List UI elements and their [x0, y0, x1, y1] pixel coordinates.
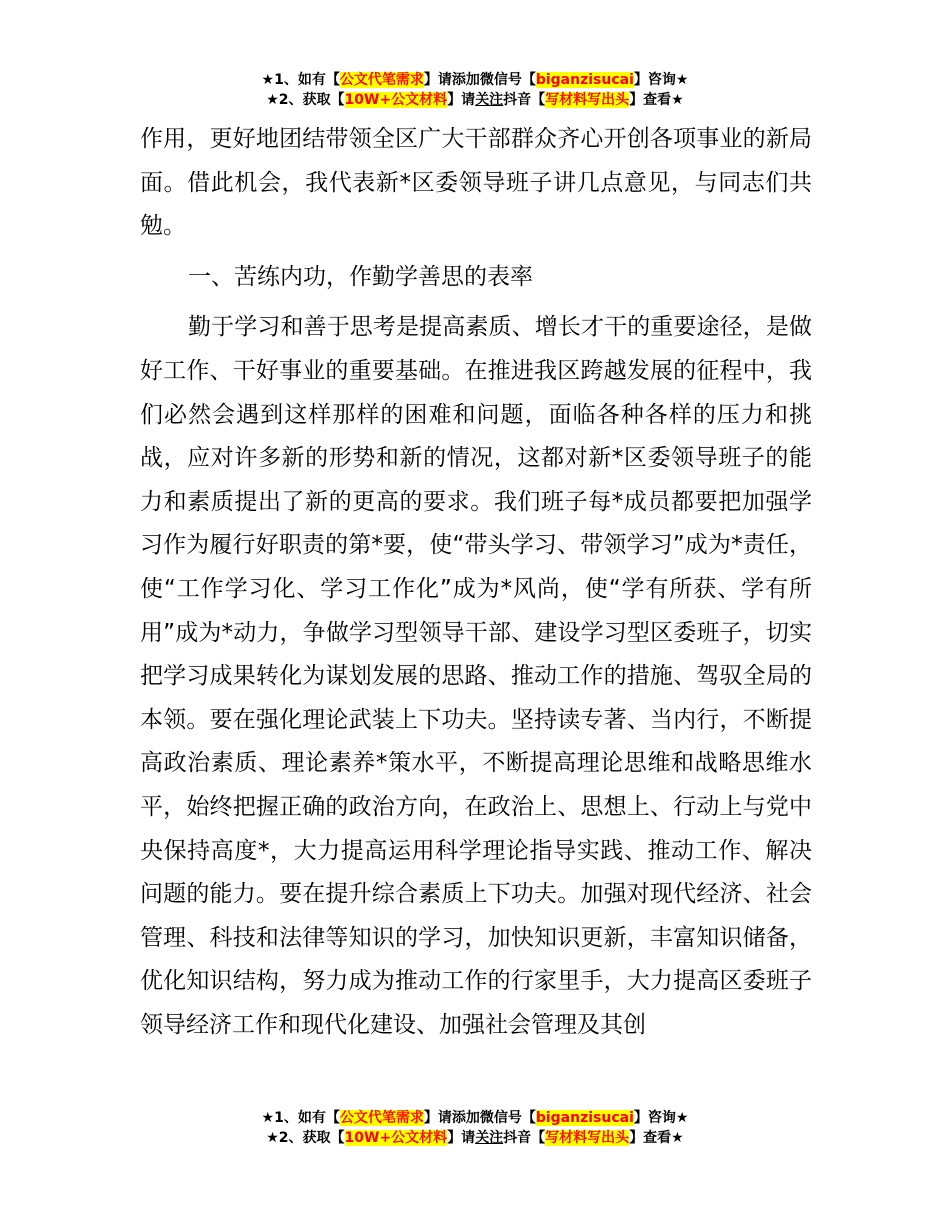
- banner-line-1: [0, 1108, 950, 1128]
- banner-text: 】请添加微信号【: [423, 72, 536, 88]
- footer-banner: [0, 1108, 950, 1148]
- banner-text: 】咨询★: [633, 72, 689, 88]
- banner-text: 】请添加微信号【: [423, 1110, 536, 1126]
- banner-text: 】查看★: [629, 92, 684, 108]
- banner-text: ★1、如有【: [261, 72, 340, 88]
- banner-text: 】查看★: [629, 1130, 684, 1146]
- banner-underlined: 关注: [475, 1130, 504, 1146]
- banner-line-2: [0, 90, 950, 110]
- banner-wechat-id: biganzisucai: [535, 72, 634, 88]
- banner-line-2: [0, 1128, 950, 1148]
- banner-highlight: 10W+公文材料: [344, 1130, 448, 1146]
- banner-text: 抖音【: [503, 1130, 546, 1146]
- banner-text: 】咨询★: [633, 1110, 689, 1126]
- banner-highlight: 写材料写出头: [545, 1130, 630, 1146]
- banner-text: ★2、获取【: [266, 92, 345, 108]
- banner-line-1: [0, 70, 950, 90]
- paragraph: 作用，更好地团结带领全区广大干部群众齐心开创各项事业的新局面。借此机会，我代表新*区委领导班子讲几点意见，与同志们共勉。: [140, 126, 812, 240]
- section-heading: 一、苦练内功，作勤学善思的表率: [188, 263, 533, 290]
- document-body: [140, 118, 812, 1047]
- banner-text: 抖音【: [503, 92, 546, 108]
- banner-highlight: 写材料写出头: [545, 92, 630, 108]
- banner-highlight: 公文代笔需求: [339, 1110, 424, 1126]
- banner-wechat-id: biganzisucai: [535, 1110, 634, 1126]
- banner-underlined: 关注: [475, 92, 504, 108]
- header-banner: [0, 70, 950, 110]
- banner-text: ★2、获取【: [266, 1130, 345, 1146]
- banner-text: ★1、如有【: [261, 1110, 340, 1126]
- banner-highlight: 10W+公文材料: [344, 92, 448, 108]
- banner-text: 】请: [447, 92, 476, 108]
- paragraph: 勤于学习和善于思考是提高素质、增长才干的重要途径，是做好工作、干好事业的重要基础。在推进我区跨越发展的征程中，我们必然会遇到这样那样的困难和问题，面临各种各样的压力和挑战，应对许多新的形势和新的情况，这都对新*区委领导班子的能力和素质提出了新的更高的要求。我们班子每*成员都要把加强学习作为履行好职责的第*要，使“带头学习、带领学习”成为*责任，使“工作学习化、学习工作化”成为*风尚，使“学有所获、学有所用”成为*动力，争做学习型领导干部、建设学习型区委班子，切实把学习成果转化为谋划发展的思路、推动工作的措施、驾驭全局的本领。要在强化理论武装上下功夫。坚持读专著、当内行，不断提高政治素质、理论素养*策水平，不断提高理论思维和战略思维水平，始终把握正确的政治方向，在政治上、思想上、行动上与党中央保持高度*，大力提高运用科学理论指导实践、推动工作、解决问题的能力。要在提升综合素质上下功夫。加强对现代经济、社会管理、科技和法律等知识的学习，加快知识更新，丰富知识储备，优化知识结构，努力成为推动工作的行家里手，大力提高区委班子领导经济工作和现代化建设、加强社会管理及其创: [140, 314, 812, 1038]
- banner-text: 】请: [447, 1130, 476, 1146]
- banner-highlight: 公文代笔需求: [339, 72, 424, 88]
